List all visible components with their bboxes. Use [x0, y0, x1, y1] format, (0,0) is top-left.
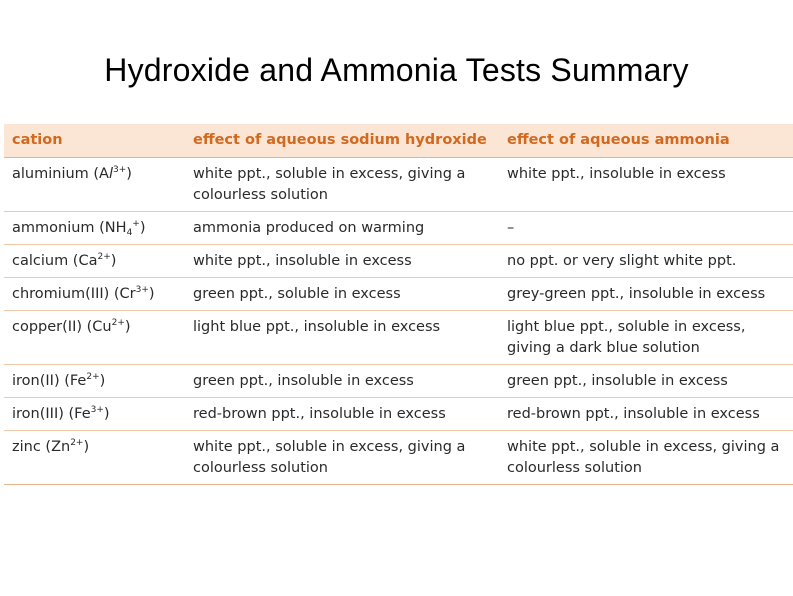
header-naoh: effect of aqueous sodium hydroxide: [185, 124, 499, 158]
cation-cell: zinc $(Zn^{2+})$: [4, 431, 185, 485]
cation-cell: iron(II) $(Fe^{2+})$: [4, 365, 185, 398]
table-row: [4, 158, 793, 212]
ammonia-cell: –: [499, 212, 793, 245]
cation-cell: aluminium $(Al^{3+})$: [4, 158, 185, 212]
ammonia-cell: grey-green ppt., insoluble in excess: [499, 278, 793, 311]
ammonia-cell: white ppt., insoluble in excess: [499, 158, 793, 212]
cation-cell: chromium(III) $(Cr^{3+})$: [4, 278, 185, 311]
summary-table: [4, 124, 793, 485]
naoh-cell: light blue ppt., insoluble in excess: [185, 311, 499, 365]
ammonia-cell: light blue ppt., soluble in excess, giving a dark blue solution: [499, 311, 793, 365]
naoh-cell: white ppt., soluble in excess, giving a colourless solution: [185, 158, 499, 212]
table-row: [4, 212, 793, 245]
ammonia-cell: white ppt., soluble in excess, giving a colourless solution: [499, 431, 793, 485]
naoh-cell: white ppt., soluble in excess, giving a colourless solution: [185, 431, 499, 485]
naoh-cell: green ppt., soluble in excess: [185, 278, 499, 311]
ammonia-cell: green ppt., insoluble in excess: [499, 365, 793, 398]
naoh-cell: red-brown ppt., insoluble in excess: [185, 398, 499, 431]
naoh-cell: green ppt., insoluble in excess: [185, 365, 499, 398]
ammonia-cell: no ppt. or very slight white ppt.: [499, 245, 793, 278]
table-header-row: [4, 124, 793, 158]
table-row: [4, 431, 793, 485]
cation-cell: ammonium $(NH_4^+)$: [4, 212, 185, 245]
naoh-cell: ammonia produced on warming: [185, 212, 499, 245]
table-row: [4, 365, 793, 398]
table-row: [4, 245, 793, 278]
ammonia-cell: red-brown ppt., insoluble in excess: [499, 398, 793, 431]
cation-cell: calcium $(Ca^{2+})$: [4, 245, 185, 278]
table-row: [4, 311, 793, 365]
naoh-cell: white ppt., insoluble in excess: [185, 245, 499, 278]
cation-cell: iron(III) $(Fe^{3+})$: [4, 398, 185, 431]
header-ammonia: effect of aqueous ammonia: [499, 124, 793, 158]
header-cation: cation: [4, 124, 185, 158]
table-row: [4, 278, 793, 311]
page-title: Hydroxide and Ammonia Tests Summary: [104, 52, 689, 88]
cation-cell: copper(II) $(Cu^{2+})$: [4, 311, 185, 365]
table-row: [4, 398, 793, 431]
